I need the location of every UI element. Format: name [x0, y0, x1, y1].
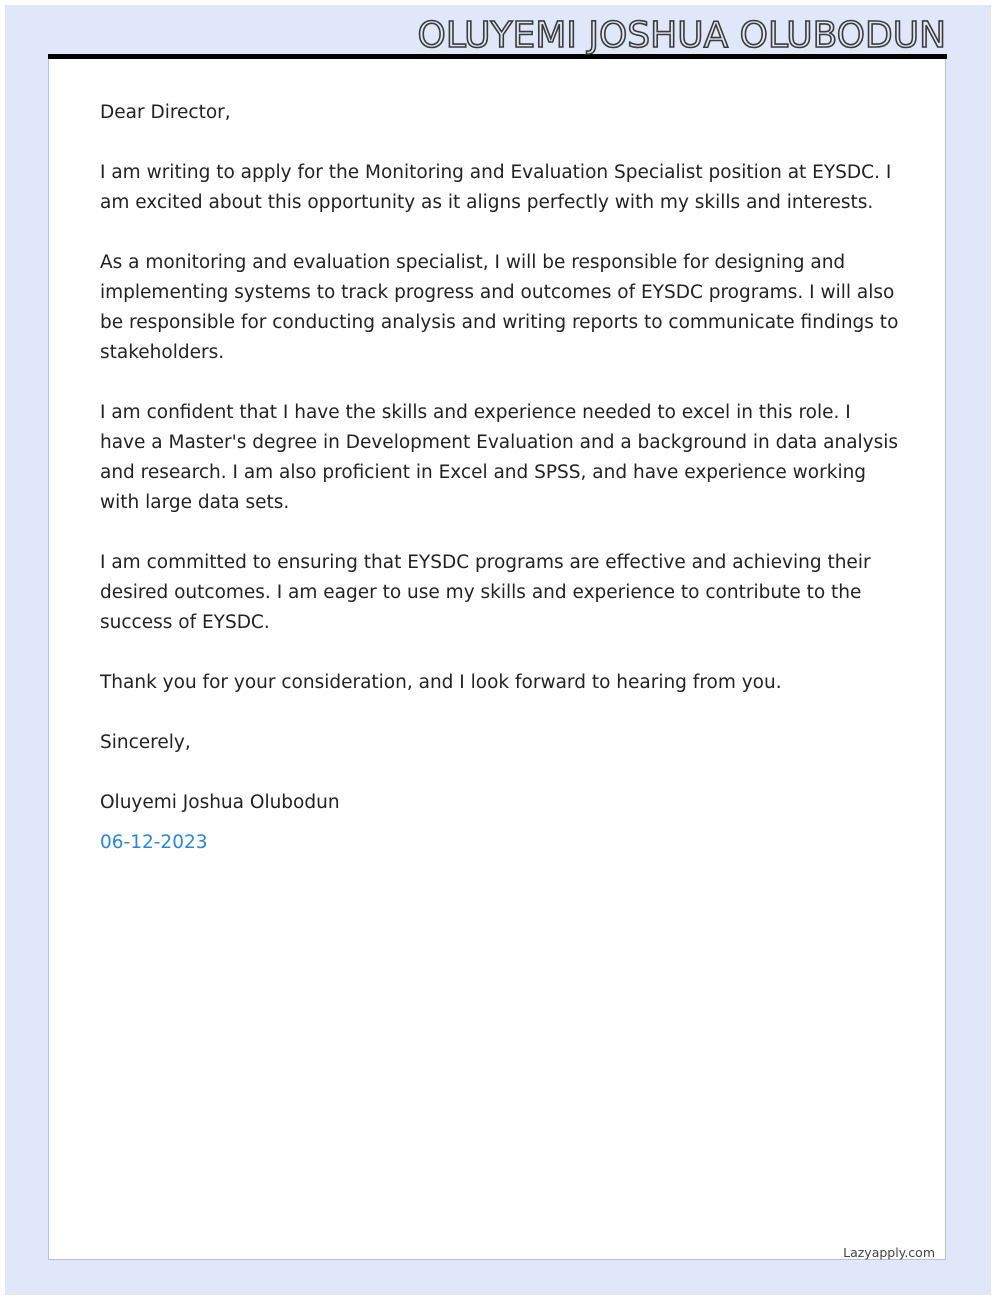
signature-name: Oluyemi Joshua Olubodun — [100, 792, 340, 813]
footer-brand-link[interactable]: Lazyapply.com — [843, 1245, 935, 1260]
paragraph-intro: I am writing to apply for the Monitoring and Evaluation Specialist position at EYSDC. I am excited about this opportunity as it aligns perfectly with my skills and interests. — [100, 162, 892, 213]
paragraph-role: As a monitoring and evaluation specialist, I will be responsible for designing and implementing systems to track progress and outcomes of EYSDC programs. I will also be responsible for conducting analysis and writing reports to communicate findings to stakeholders. — [100, 252, 899, 363]
paragraph-commitment: I am committed to ensuring that EYSDC programs are effective and achieving their desired outcomes. I am eager to use my skills and experience to contribute to the success of EYSDC. — [100, 552, 871, 633]
applicant-name-header: OLUYEMI JOSHUA OLUBODUN — [417, 15, 946, 56]
paragraph-qualifications: I am confident that I have the skills and experience needed to excel in this role. I have a Master's degree in Development Evaluation and a background in data analysis and research. I am also proficient in Excel and SPSS, and have experience working with large data sets. — [100, 402, 899, 513]
salutation: Dear Director, — [100, 102, 231, 123]
closing: Sincerely, — [100, 732, 191, 753]
letter-date: 06-12-2023 — [100, 832, 208, 853]
cover-letter-body — [100, 98, 900, 858]
paragraph-thanks: Thank you for your consideration, and I look forward to hearing from you. — [100, 672, 782, 693]
